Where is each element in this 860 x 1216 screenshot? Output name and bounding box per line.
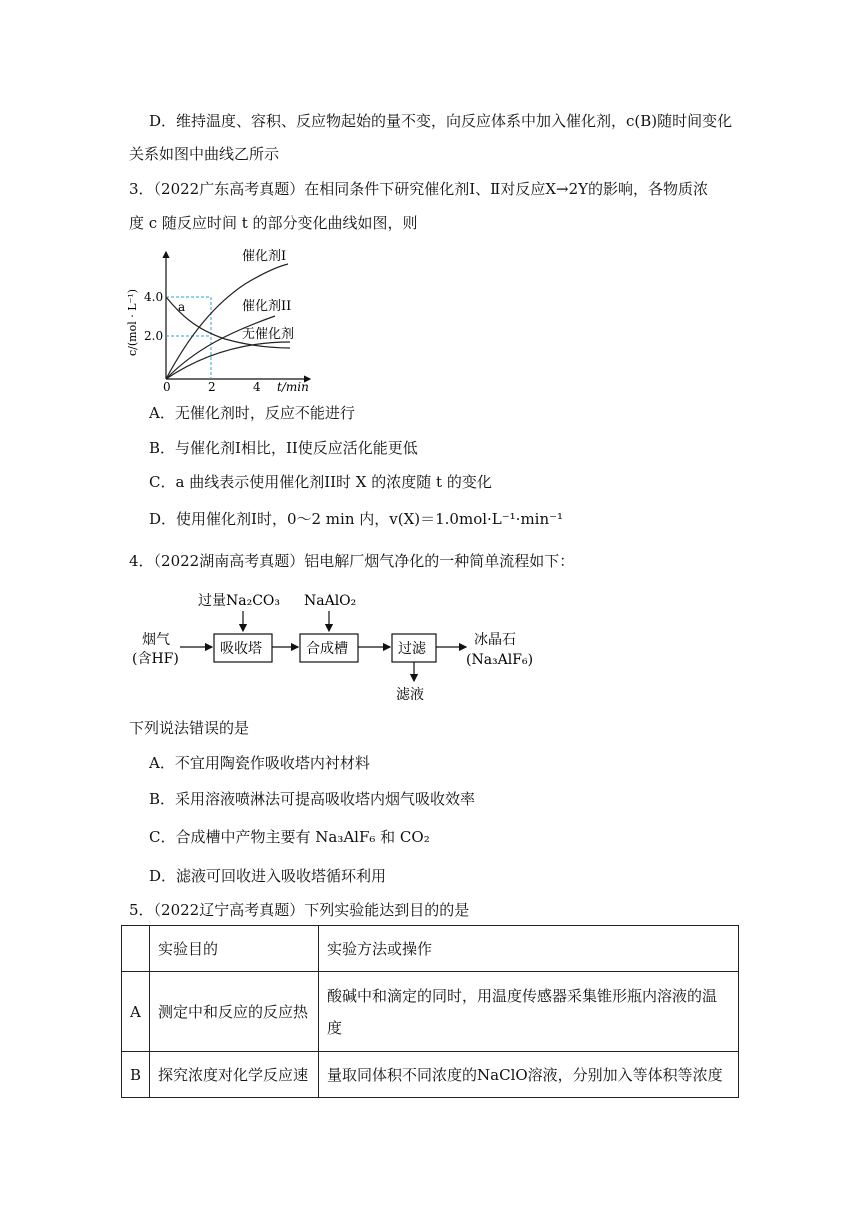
- q5-experiment-table: [121, 925, 739, 1098]
- flow-product-2: (Na₃AlF₆): [466, 652, 534, 668]
- flow-box-synthesis-label: 合成槽: [306, 641, 348, 657]
- q4-question: 下列说法错误的是: [129, 719, 250, 737]
- flow-input-2: (含HF): [132, 651, 179, 667]
- label-catalyst-1: 催化剂I: [242, 249, 287, 264]
- flow-reagent-2: NaAlO₂: [304, 593, 357, 609]
- q2-option-d-line1: D．维持温度、容积、反应物起始的量不变，向反应体系中加入催化剂，c(B)随时间变化: [149, 112, 733, 130]
- row-purpose: 探究浓度对化学反应速: [150, 1052, 319, 1098]
- q2-option-d-line2: 关系如图中曲线乙所示: [129, 145, 280, 163]
- row-method-line2: 度: [327, 1018, 343, 1037]
- table-row: [122, 1052, 739, 1098]
- row-method: [319, 972, 739, 1052]
- row-label: B: [122, 1052, 150, 1098]
- flow-box-filter-label: 过滤: [398, 641, 426, 657]
- q4-option-d: D．滤液可回收进入吸收塔循环利用: [149, 867, 387, 885]
- q3-option-c: C．a 曲线表示使用催化剂II时 X 的浓度随 t 的变化: [149, 473, 492, 491]
- x-axis-label: t/min: [277, 380, 309, 392]
- table-row: [122, 972, 739, 1052]
- q4-stem: 4．（2022湖南高考真题）铝电解厂烟气净化的一种简单流程如下：: [129, 552, 575, 570]
- q4-flow-diagram: [128, 587, 548, 705]
- q3-stem-line2: 度 c 随反应时间 t 的部分变化曲线如图，则: [129, 214, 418, 232]
- q4-option-a: A．不宜用陶瓷作吸收塔内衬材料: [149, 754, 370, 772]
- header-cell-label: [122, 926, 150, 972]
- row-method-line1: 酸碱中和滴定的同时，用温度传感器采集锥形瓶内溶液的温: [327, 986, 718, 1005]
- label-catalyst-2: 催化剂II: [242, 299, 292, 314]
- x-tick-0: 0: [163, 380, 171, 392]
- header-cell-method: 实验方法或操作: [319, 926, 739, 972]
- q4-option-b: B．采用溶液喷淋法可提高吸收塔内烟气吸收效率: [149, 790, 476, 808]
- q5-stem: 5．（2022辽宁高考真题）下列实验能达到目的的是: [129, 901, 470, 919]
- q3-option-b: B．与催化剂I相比，II使反应活化能更低: [149, 439, 418, 457]
- q3-stem-line1: 3．（2022广东高考真题）在相同条件下研究催化剂Ⅰ、Ⅱ对反应X→2Y的影响，各物质浓: [129, 180, 709, 198]
- label-no-catalyst: 无催化剂: [242, 327, 295, 342]
- row-method: 量取同体积不同浓度的NaClO溶液，分别加入等体积等浓度: [319, 1052, 739, 1098]
- q3-option-a: A．无催化剂时，反应不能进行: [149, 404, 355, 422]
- row-purpose: 测定中和反应的反应热: [150, 972, 319, 1052]
- q4-option-c: C．合成槽中产物主要有 Na₃AlF₆ 和 CO₂: [149, 828, 430, 846]
- y-tick-4: 4.0: [144, 290, 164, 304]
- flow-box-absorber-label: 吸收塔: [220, 641, 262, 657]
- row-label: A: [122, 972, 150, 1052]
- table-header-row: [122, 926, 739, 972]
- x-tick-4: 4: [253, 380, 261, 392]
- curve-a-label: a: [178, 300, 186, 314]
- flow-product-1: 冰晶石: [474, 632, 516, 648]
- x-tick-2: 2: [208, 380, 216, 392]
- flow-input-1: 烟气: [142, 632, 170, 648]
- flow-reagent-1: 过量Na₂CO₃: [198, 593, 281, 609]
- flow-filtrate: 滤液: [396, 687, 424, 703]
- q3-option-d: D．使用催化剂I时，0～2 min 内，v(X)＝1.0mol·L⁻¹·min⁻¹: [149, 510, 564, 528]
- header-cell-purpose: 实验目的: [150, 926, 319, 972]
- y-axis-label: c/(mol · L⁻¹): [126, 288, 139, 356]
- y-tick-2: 2.0: [144, 329, 164, 343]
- q3-concentration-figure: [120, 244, 320, 392]
